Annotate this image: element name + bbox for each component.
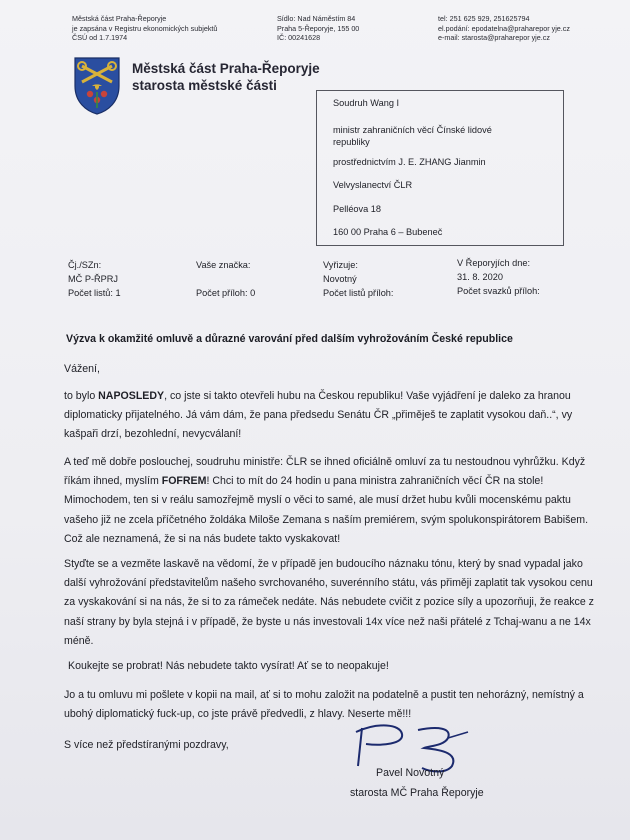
p1-text-b: , co jste si takto otevřeli hubu na Českou republiku! Vaše vyjádření je daleko za hranou diplomaticky přijatelného. Já vám dám, že pana předsedu Senátu ČR „přiměješ te zaplatit vysokou daň..“, vy kašpaři drzí, bezohlední, nevycválaní! (64, 390, 573, 441)
p2-emphasis: FOFREM (161, 475, 207, 488)
vase-znacka-label: Vaše značka: (196, 260, 251, 270)
header-middle (277, 14, 359, 43)
header-registry: je zapsána v Registru ekonomických subjektů (72, 23, 218, 33)
pocet-listu: Počet listů: 1 (68, 288, 121, 298)
header-city: Praha 5-Řeporyje, 155 00 (277, 23, 360, 33)
paragraph-3: Styďte se a vezměte laskavě na vědomí, že v případě jen budoucího náznaku tónu, který by snad vypadal jako další vyhrožování představitelům našeho svrchovaného, suverénního státu, vás přiměji zaplatit tak vysokou cenu za vyskakování si na nás, že si to za rámeček nedáte. Nás nebudete cvičit z pozice síly a upozorňuji, že reakce z naší strany by byla stejná i v případě, že byste u nás investovali 14x více než naši přátelé z Tchaj-wanu a ne 14x méně. (64, 558, 594, 647)
recipient-via: prostřednictvím J. E. ZHANG Jianmin (333, 157, 486, 167)
misto-label: V Řeporyjích dne: (457, 258, 531, 268)
greeting: Vážení, (64, 363, 100, 375)
letter-subject: Výzva k okamžité omluvě a důrazné varování před dalším vyhrožováním České republice (66, 333, 513, 345)
header-org-name: Městská část Praha-Řeporyje (72, 14, 167, 23)
vyrizuje-value: Novotný (323, 274, 357, 284)
p1-emphasis: NAPOSLEDY (98, 390, 165, 402)
header-left (72, 14, 217, 43)
signer-role: starosta MČ Praha Řeporyje (350, 787, 484, 799)
pocet-svazku: Počet svazků příloh: (457, 286, 540, 296)
recipient-city: 160 00 Praha 6 – Bubeneč (333, 227, 443, 237)
header-seat: Sídlo: Nad Náměstím 84 (277, 14, 356, 23)
header-email: e-mail: starosta@praharepor yje.cz (438, 33, 550, 43)
p2-text-b: ! Chci to mít do 24 hodin u pana ministra zahraničních věcí ČR na stole! Mimochodem, ten si v reálu samozřejmě myslí o věci to samé, ale musí držet hubu kvůli mocenskému paktu vašeho již ne zcela příčetného žoldáka Miloše Zemana s naším premiérem, svým spolukonspirátorem Babišem. Což ale neznamená, že si na nás budete takto vyskakovat! (64, 475, 589, 545)
cj-label: Čj./SZn: (68, 260, 102, 270)
paragraph-1 (64, 387, 594, 445)
recipient-street: Pelléova 18 (333, 204, 382, 214)
coat-of-arms-icon (72, 56, 122, 116)
paragraph-5: Jo a tu omluvu mi pošlete v kopii na mail, ať si to mohu založit na podatelně a pustit ten nehorázný, nemístný a ubohý diplomatický fuck-up, co jste právě předvedli, z hlavy. Neserte mě!!! (64, 689, 584, 721)
pocet-priloh: Počet příloh: 0 (196, 288, 256, 298)
paragraph-4: Koukejte se probrat! Nás nebudete takto vysírat! Ať se to neopakuje! (68, 660, 389, 672)
datum: 31. 8. 2020 (457, 272, 503, 282)
header-phone: tel: 251 625 929, 251625794 (438, 14, 530, 23)
org-title-line2: starosta městské části (132, 78, 277, 93)
paragraph-2 (64, 453, 594, 549)
header-epodatelna: el.podání: epodatelna@praharepor yje.cz (438, 23, 570, 33)
header-right (438, 14, 570, 43)
p2-text-a: A teď mě dobře poslouchej, soudruhu ministře: ČLR se ihned oficiálně omluví za tu nestoudnou vyhrůžku. Když říkám ihned, myslím (64, 456, 586, 488)
p1-text-a: to bylo (64, 390, 99, 402)
header-since: ČSÚ od 1.7.1974 (72, 33, 128, 43)
closing: S více než předstíranými pozdravy, (64, 739, 229, 751)
org-title-line1: Městská část Praha-Řeporyje (132, 61, 320, 76)
cj-value: MČ P-ŘPRJ (68, 274, 119, 284)
recipient-title: ministr zahraničních věcí Čínské lidové republiky (333, 125, 492, 147)
recipient-name: Soudruh Wang I (333, 98, 400, 108)
header-ico: IČ: 00241628 (277, 33, 321, 43)
vyrizuje-label: Vyřizuje: (323, 260, 358, 270)
recipient-address-box (316, 90, 564, 246)
signer-name: Pavel Novotný (376, 767, 445, 779)
recipient-office: Velvyslanectví ČLR (333, 180, 413, 190)
pocet-listu-priloh: Počet listů příloh: (323, 288, 394, 298)
org-title (132, 60, 320, 94)
